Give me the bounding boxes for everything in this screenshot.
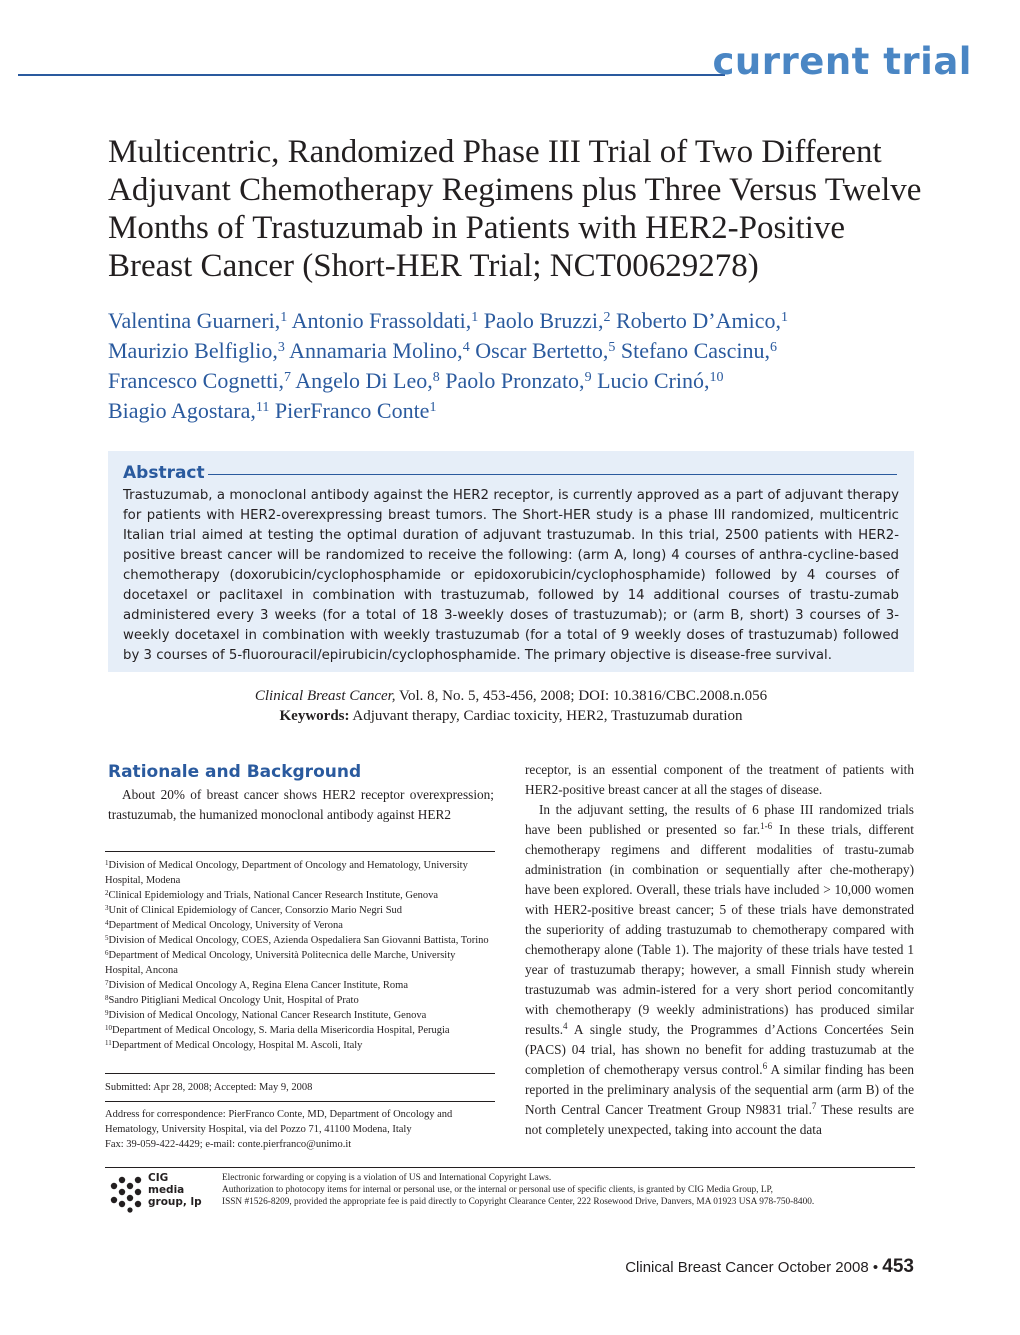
footnote-rule <box>105 1073 495 1074</box>
page-folio <box>625 1256 914 1278</box>
section-label: current trial <box>712 40 972 83</box>
author[interactable]: Angelo Di Leo,$^8$ <box>295 368 440 393</box>
journal-name: Clinical Breast Cancer <box>625 1259 774 1276</box>
citation-line <box>108 686 914 706</box>
author[interactable]: Lucio Crinó,$^{10}$ <box>597 368 724 393</box>
author[interactable]: Antonio Frassoldati,$^1$ <box>291 308 479 333</box>
affiliation-item: $^{10}$Department of Medical Oncology, S. Maria della Misericordia Hospital, Perugia <box>105 1024 450 1036</box>
author[interactable]: Paolo Pronzato,$^9$ <box>445 368 592 393</box>
citation-block <box>108 686 914 726</box>
affiliation-item: $^4$Department of Medical Oncology, University of Verona <box>105 919 343 931</box>
affiliation-item: $^2$Clinical Epidemiology and Trials, National Cancer Research Institute, Genova <box>105 889 439 901</box>
affiliation-item: $^9$Division of Medical Oncology, National Cancer Research Institute, Genova <box>105 1009 427 1021</box>
author[interactable]: Paolo Bruzzi,$^2$ <box>483 308 611 333</box>
abstract-text: Trastuzumab, a monoclonal antibody against the HER2 receptor, is currently approved as a part of adjuvant therapy for patients with HER2-overexpressing breast tumors. The Short-HER study is a phase III randomized, multicentric Italian trial aimed at testing the optimal duration of adjuvant trastuzumab. In this trial, 2500 patients with HER2-positive breast cancer will be randomized to receive the following: (arm A, long) 4 courses of anthra-cycline-based chemotherapy (doxorubicin/cyclophosphamide or epidoxorubicin/cyclophosphamide) followed by 4 courses of docetaxel or paclitaxel in combination with trastuzumab, followed by 14 additional courses of trastu-zumab administered every 3 weeks (for a total of 18 3-weekly doses of trastuzumab); or (arm B, short) 3 courses of 3-weekly docetaxel in combination with weekly trastuzumab (for a total of 9 weekly doses of trastuzumab) followed by 3 courses of 5-fluorouracil/epirubicin/cyclophosphamide. The primary objective is disease-free survival. <box>123 488 899 663</box>
copyright-notice: Electronic forwarding or copying is a violation of US and International Copyright Laws. Authorization to photocopy items for internal or personal use, or the internal or personal use of specific clients, is granted by CIG Media Group, LP, ISSN #1526-8209, provided the appropriate fee is paid directly to Copyright Clearance Center, 222 Rosewood Drive, Danvers, MA 01923 USA 978-750-8400. <box>222 1173 815 1207</box>
author[interactable]: Francesco Cognetti,$^7$ <box>108 368 291 393</box>
affiliation-item: $^1$Division of Medical Oncology, Department of Oncology and Hematology, University Hospital, Modena <box>105 859 468 886</box>
right-column <box>525 760 914 1140</box>
citation-details[interactable]: Vol. 8, No. 5, 453-456, 2008; DOI: 10.3816/CBC.2008.n.056 <box>395 688 768 704</box>
header-rule <box>18 74 725 76</box>
abstract-rule <box>208 474 897 475</box>
citation-journal: Clinical Breast Cancer, <box>254 688 396 704</box>
reference-link[interactable]: 4 <box>563 1021 568 1031</box>
issue-date: October 2008 <box>777 1259 869 1276</box>
affiliation-item: $^8$Sandro Pitigliani Medical Oncology Unit, Hospital of Prato <box>105 994 359 1006</box>
keywords-label: Keywords: <box>279 708 350 724</box>
page-number: 453 <box>882 1256 914 1277</box>
affiliation-item: $^3$Unit of Clinical Epidemiology of Cancer, Consorzio Mario Negri Sud <box>105 904 403 916</box>
footnote-rule <box>105 1101 495 1102</box>
author[interactable]: Stefano Cascinu,$^6$ <box>620 338 777 363</box>
affiliation-item: $^5$Division of Medical Oncology, COES, Azienda Ospedaliera San Giovanni Battista, Torino <box>105 934 489 946</box>
author-list <box>108 306 928 426</box>
correspondence-address <box>105 1107 495 1152</box>
reference-link[interactable]: 7 <box>811 1101 817 1111</box>
author[interactable]: Annamaria Molino,$^4$ <box>289 338 470 363</box>
footer-rule <box>105 1167 915 1168</box>
keywords: Adjuvant therapy, Cardiac toxicity, HER2, Trastuzumab duration <box>349 708 743 724</box>
section-heading: Rationale and Background <box>108 762 362 782</box>
folio-bullet: • <box>872 1259 879 1276</box>
affiliation-item: $^{11}$Department of Medical Oncology, Hospital M. Ascoli, Italy <box>105 1039 363 1051</box>
reference-link[interactable]: 1-6 <box>760 821 773 831</box>
author[interactable]: Roberto D’Amico,$^1$ <box>616 308 788 333</box>
affiliation-item: $^6$Department of Medical Oncology, Università Politecnica delle Marche, University Hospital, Ancona <box>105 949 456 976</box>
affiliations-list <box>105 858 495 1053</box>
submission-dates: Submitted: Apr 28, 2008; Accepted: May 9, 2008 <box>105 1082 313 1093</box>
author[interactable]: Oscar Bertetto,$^5$ <box>475 338 616 363</box>
body-paragraph: In the adjuvant setting, the results of 6 phase III randomized trials have been published or presented so far.$^{1-6}$ In these trials, different chemotherapy regimens and different modalities of trastu-zumab administration (in combination or sequentially after che-motherapy) have been explored. Overall, these trials have included > 10,000 women with HER2-positive breast cancer; 5 of these trials have demonstrated the superiority of adding trastuzumab to chemotherapy compared with chemotherapy alone (Table 1). The majority of these trials have tested 1 year of trastuzumab therapy; however, a small Finnish study wherein trastuzumab was admin-istered for a very short period concomitantly with chemotherapy (9 weekly administrations) has produced similar results.$^4$ A single study, the Programmes d’Actions Concertées Sein (PACS) 04 trial, has shown no benefit for adding trastuzumab at the completion of chemotherapy versus control.$^6$ A similar finding has been reported in the preliminary analysis of the sequential arm (arm B) of the North Central Cancer Treatment Group N9831 trial.$^7$ These results are not completely unexpected, taking into account the data <box>525 802 915 1137</box>
author[interactable]: PierFranco Conte$^1$ <box>274 398 437 423</box>
reference-link[interactable]: 6 <box>762 1061 768 1071</box>
address-line: Address for correspondence: PierFranco Conte, MD, Department of Oncology and Hematology, University Hospital, via del Pozzo 71, 41100 Modena, Italy <box>105 1109 453 1135</box>
abstract-box <box>108 451 914 672</box>
author[interactable]: Valentina Guarneri,$^1$ <box>108 308 288 333</box>
publisher-name: CIG media group, lp <box>148 1172 202 1208</box>
contact-line[interactable]: Fax: 39-059-422-4429; e-mail: conte.pierfranco@unimo.it <box>105 1139 352 1150</box>
footnote-rule <box>105 851 495 852</box>
article-title: Multicentric, Randomized Phase III Trial of Two Different Adjuvant Chemotherapy Regimens plus Three Versus Twelve Months of Trastuzumab in Patients with HER2-Positive Breast Cancer (Short-HER Trial; NCT00629278) <box>108 134 922 284</box>
author[interactable]: Maurizio Belfiglio,$^3$ <box>108 338 285 363</box>
body-paragraph: About 20% of breast cancer shows HER2 receptor overexpression; trastuzumab, the humanized monoclonal antibody against HER2 <box>108 787 494 822</box>
keywords-line <box>108 706 914 726</box>
body-paragraph: receptor, is an essential component of the treatment of patients with HER2-positive breast cancer at all the stages of disease. <box>525 762 914 797</box>
abstract-heading: Abstract <box>123 463 205 483</box>
affiliation-item: $^7$Division of Medical Oncology A, Regina Elena Cancer Institute, Roma <box>105 979 408 991</box>
author[interactable]: Biagio Agostara,$^{11}$ <box>108 398 270 423</box>
